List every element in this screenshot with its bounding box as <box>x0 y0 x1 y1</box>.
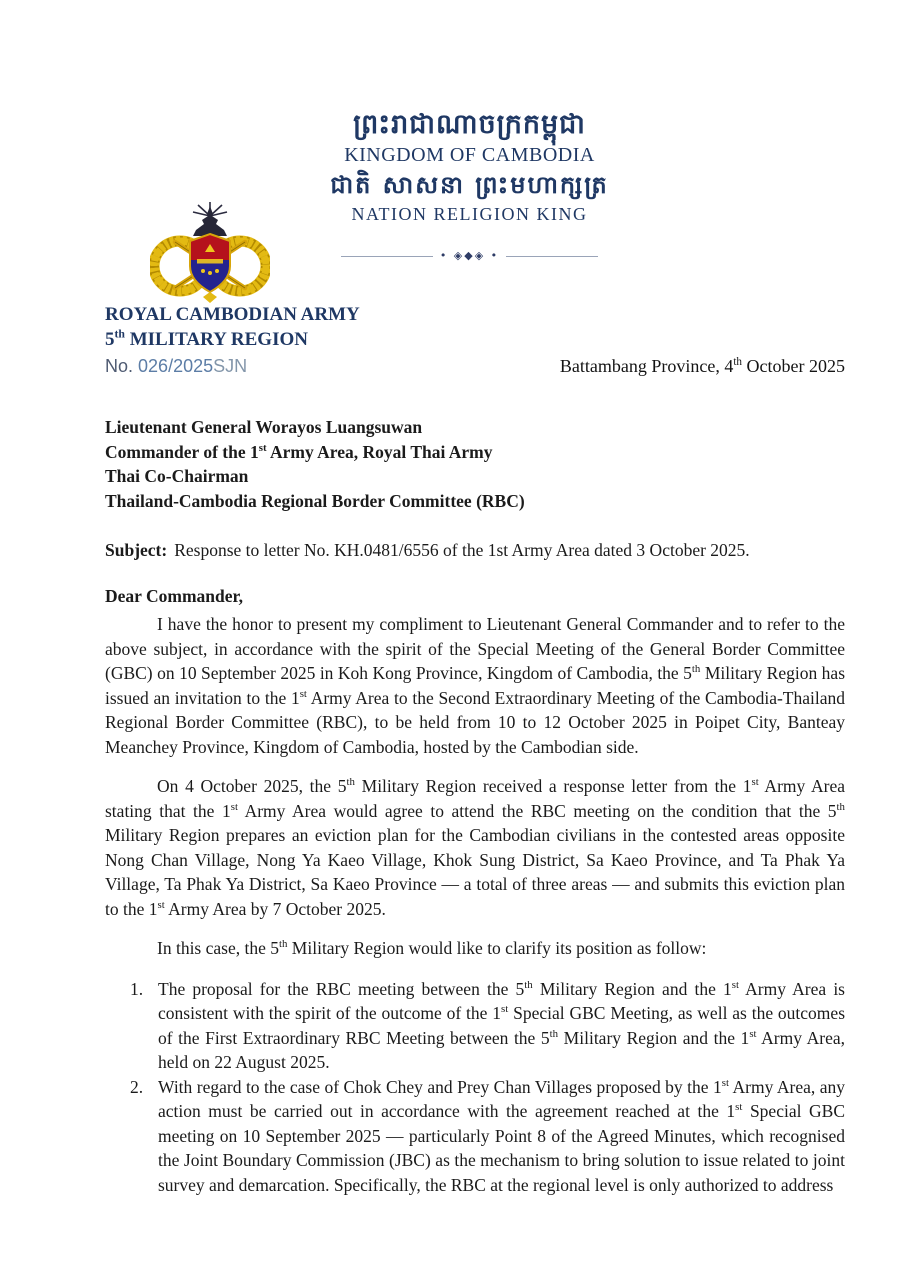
body-paragraph-1: I have the honor to present my compliment to Lieutenant General Commander and to refer to the above subject, in accordance with the spirit of the Special Meeting of the General Border Committee (GBC) on 10 September 2025 in Koh Kong Province, Kingdom of Cambodia, the 5th Military Region has issued an invitation to the 1st Army Area to the Second Extraordinary Meeting of the Cambodia-Thailand Regional Border Committee (RBC), to be held from 10 to 12 October 2025 in Poipet City, Banteay Meanchey Province, Kingdom of Cambodia, hosted by the Cambodian side. <box>105 614 845 757</box>
body-paragraph-2: On 4 October 2025, the 5th Military Region received a response letter from the 1st Army Area stating that the 1st Army Area would agree to attend the RBC meeting on the condition that the 5th Military Region prepares an eviction plan for the Cambodian civilians in the contested areas opposite Nong Chan Village, Nong Ya Kaeo Village, Khok Sung District, Sa Kaeo Province, and Ta Phak Ya Village, Ta Phak Ya District, Sa Kaeo Province — a total of three areas — and submits this eviction plan to the 1st Army Area by 7 October 2025. <box>105 776 845 919</box>
national-header <box>0 0 905 262</box>
divider-line-right <box>506 256 598 257</box>
divider-line-left <box>341 256 433 257</box>
list-item-number: 2. <box>130 1076 144 1097</box>
recipient-block <box>105 415 845 513</box>
list-item <box>105 977 845 1075</box>
reference-suffix: SJN <box>213 356 248 376</box>
military-unit-name: 5th MILITARY REGION <box>105 327 308 350</box>
letterhead <box>105 302 845 379</box>
body-paragraph-3: In this case, the 5th Military Region would like to clarify its position as follow: <box>157 938 707 958</box>
reference-value: 026/2025 <box>138 356 214 376</box>
list-item <box>105 1075 845 1198</box>
list-item-number: 1. <box>130 978 144 999</box>
khmer-kingdom-title: ព្រះរាជាណាចក្រកម្ពុជា <box>353 109 586 140</box>
dateline: Battambang Province, 4th October 2025 <box>559 356 845 376</box>
list-item-text: The proposal for the RBC meeting between the 5th Military Region and the 1st Army Area is consistent with the spirit of the outcome of the 1st Special GBC Meeting, as well as the outcomes of the First Extraordinary RBC Meeting between the 5th Military Region and the 1st Army Area, held on 22 August 2025. <box>158 978 846 1072</box>
reference-label: No. <box>105 356 134 376</box>
recipient-title: Commander of the 1st Army Area, Royal Thai Army <box>105 441 493 462</box>
numbered-list <box>105 977 845 1198</box>
salutation: Dear Commander, <box>105 586 244 606</box>
khmer-national-motto: ជាតិ សាសនា ព្រះមហាក្សត្រ <box>330 171 609 199</box>
organization-name: ROYAL CAMBODIAN ARMY <box>105 304 360 325</box>
recipient-role: Thai Co-Chairman <box>105 466 249 486</box>
kingdom-title-english: KINGDOM OF CAMBODIA <box>344 144 595 166</box>
subject-label: Subject: <box>105 540 168 560</box>
subject-text: Response to letter No. KH.0481/6556 of the 1st Army Area dated 3 October 2025. <box>174 540 750 560</box>
subject-line <box>105 540 845 561</box>
royal-cambodian-army-emblem-icon <box>150 200 270 306</box>
reference-number <box>105 354 247 379</box>
recipient-committee: Thailand-Cambodia Regional Border Committee (RBC) <box>105 490 525 511</box>
recipient-name: Lieutenant General Worayos Luangsuwan <box>105 417 423 437</box>
reference-and-date-row <box>105 354 845 379</box>
national-motto-english: NATION RELIGION KING <box>351 204 588 224</box>
list-item-text: With regard to the case of Chok Chey and Prey Chan Villages proposed by the 1st Army Area, any action must be carried out in accordance with the agreement reached at the 1st Special GBC meeting on 10 September 2025 — particularly Point 8 of the Agreed Minutes, which recognised the Joint Boundary Commission (JBC) as the mechanism to bring solution to issue related to joint survey and demarcation. Specifically, the RBC at the regional level is only authorized to address <box>158 1076 846 1195</box>
divider-ornament-icon: • ◈◆◈ • <box>439 249 500 262</box>
